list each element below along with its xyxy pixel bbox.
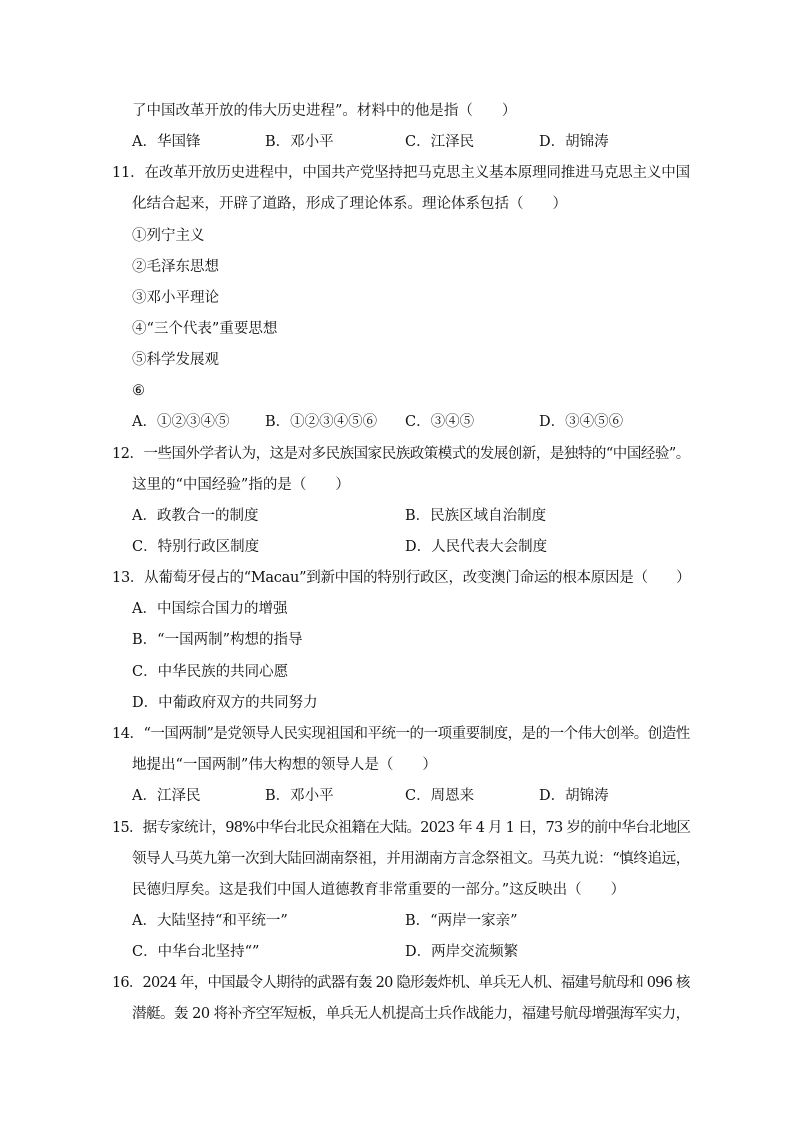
q12-stem-line2: 这里的“中国经验”指的是（ ） — [132, 477, 350, 493]
q10-stem-cont: 了中国改革开放的伟大历史进程”。材料中的他是指（ ） — [132, 103, 517, 119]
q15-stem-line3: 民德归厚矣。这是我们中国人道德教育非常重要的一部分。”这反映出（ ） — [132, 882, 626, 898]
q10-option-c: C．江泽民 — [405, 134, 475, 150]
q14-option-c: C．周恩来 — [405, 788, 475, 804]
q12-option-d: D．人民代表大会制度 — [405, 539, 548, 555]
q11-stem-line1: 11．在改革开放历史进程中，中国共产党坚持把马克思主义基本原理同推进马克思主义中国 — [112, 165, 690, 181]
q15-option-b: B．“两岸一家亲” — [405, 913, 518, 929]
q10-option-a: A．华国锋 — [132, 134, 201, 150]
q11-item-6: ⑥ — [132, 383, 145, 399]
q11-item-1: ①列宁主义 — [132, 228, 205, 244]
q13-stem-line1: 13．从葡萄牙侵占的“Macau”到新中国的特别行政区，改变澳门命运的根本原因是（ ） — [112, 570, 691, 586]
q15-option-d: D．两岸交流频繁 — [405, 944, 519, 960]
q10-option-d: D．胡锦涛 — [539, 134, 609, 150]
q14-stem-line1: 14．“一国两制”是党领导人民实现祖国和平统一的一项重要制度，是的一个伟大创举。创造性 — [112, 726, 690, 742]
q15-option-c: C．中华台北坚持“” — [132, 944, 260, 960]
q13-option-d: D．中葡政府双方的共同努力 — [132, 695, 318, 711]
q14-stem-line2: 地提出“一国两制”伟大构想的领导人是（ ） — [132, 757, 437, 773]
q13-option-a: A．中国综合国力的增强 — [132, 601, 288, 617]
q14-option-b: B．邓小平 — [265, 788, 334, 804]
q13-option-c: C．中华民族的共同心愿 — [132, 664, 289, 680]
q16-stem-line1: 16．2024 年，中国最令人期待的武器有轰 20 隐形轰炸机、单兵无人机、福建号航母和 096 核 — [112, 975, 690, 991]
q16-stem-line2: 潜艇。轰 20 将补齐空军短板，单兵无人机提高士兵作战能力，福建号航母增强海军实力， — [132, 1006, 690, 1022]
q11-stem-line2: 化结合起来，开辟了道路，形成了理论体系。理论体系包括（ ） — [132, 196, 567, 212]
q10-option-b: B．邓小平 — [265, 134, 334, 150]
q11-option-b: B．①②③④⑤⑥ — [265, 414, 378, 430]
q12-option-b: B．民族区域自治制度 — [405, 508, 547, 524]
q11-item-5: ⑤科学发展观 — [132, 352, 219, 368]
q14-option-d: D．胡锦涛 — [539, 788, 609, 804]
q15-stem-line1: 15．据专家统计，98%中华台北民众祖籍在大陆。2023 年 4 月 1 日，73 岁的前中华台北地区 — [112, 820, 691, 836]
q15-stem-line2: 领导人马英九第一次到大陆回湖南祭祖，并用湖南方言念祭祖文。马英九说：“慎终追远， — [132, 851, 690, 867]
q11-option-d: D．③④⑤⑥ — [539, 414, 624, 430]
q11-item-2: ②毛泽东思想 — [132, 259, 219, 275]
q14-option-a: A．江泽民 — [132, 788, 201, 804]
q13-option-b: B．“一国两制”构想的指导 — [132, 632, 303, 648]
q11-item-4: ④“三个代表”重要思想 — [132, 321, 278, 337]
q11-option-c: C．③④⑤ — [405, 414, 475, 430]
q12-option-a: A．政教合一的制度 — [132, 508, 259, 524]
q11-option-a: A．①②③④⑤ — [132, 414, 230, 430]
q12-option-c: C．特别行政区制度 — [132, 539, 260, 555]
q15-option-a: A．大陆坚持“和平统一” — [132, 913, 288, 929]
q12-stem-line1: 12．一些国外学者认为，这是对多民族国家民族政策模式的发展创新，是独特的“中国经验”。 — [112, 446, 690, 462]
q11-item-3: ③邓小平理论 — [132, 290, 219, 306]
